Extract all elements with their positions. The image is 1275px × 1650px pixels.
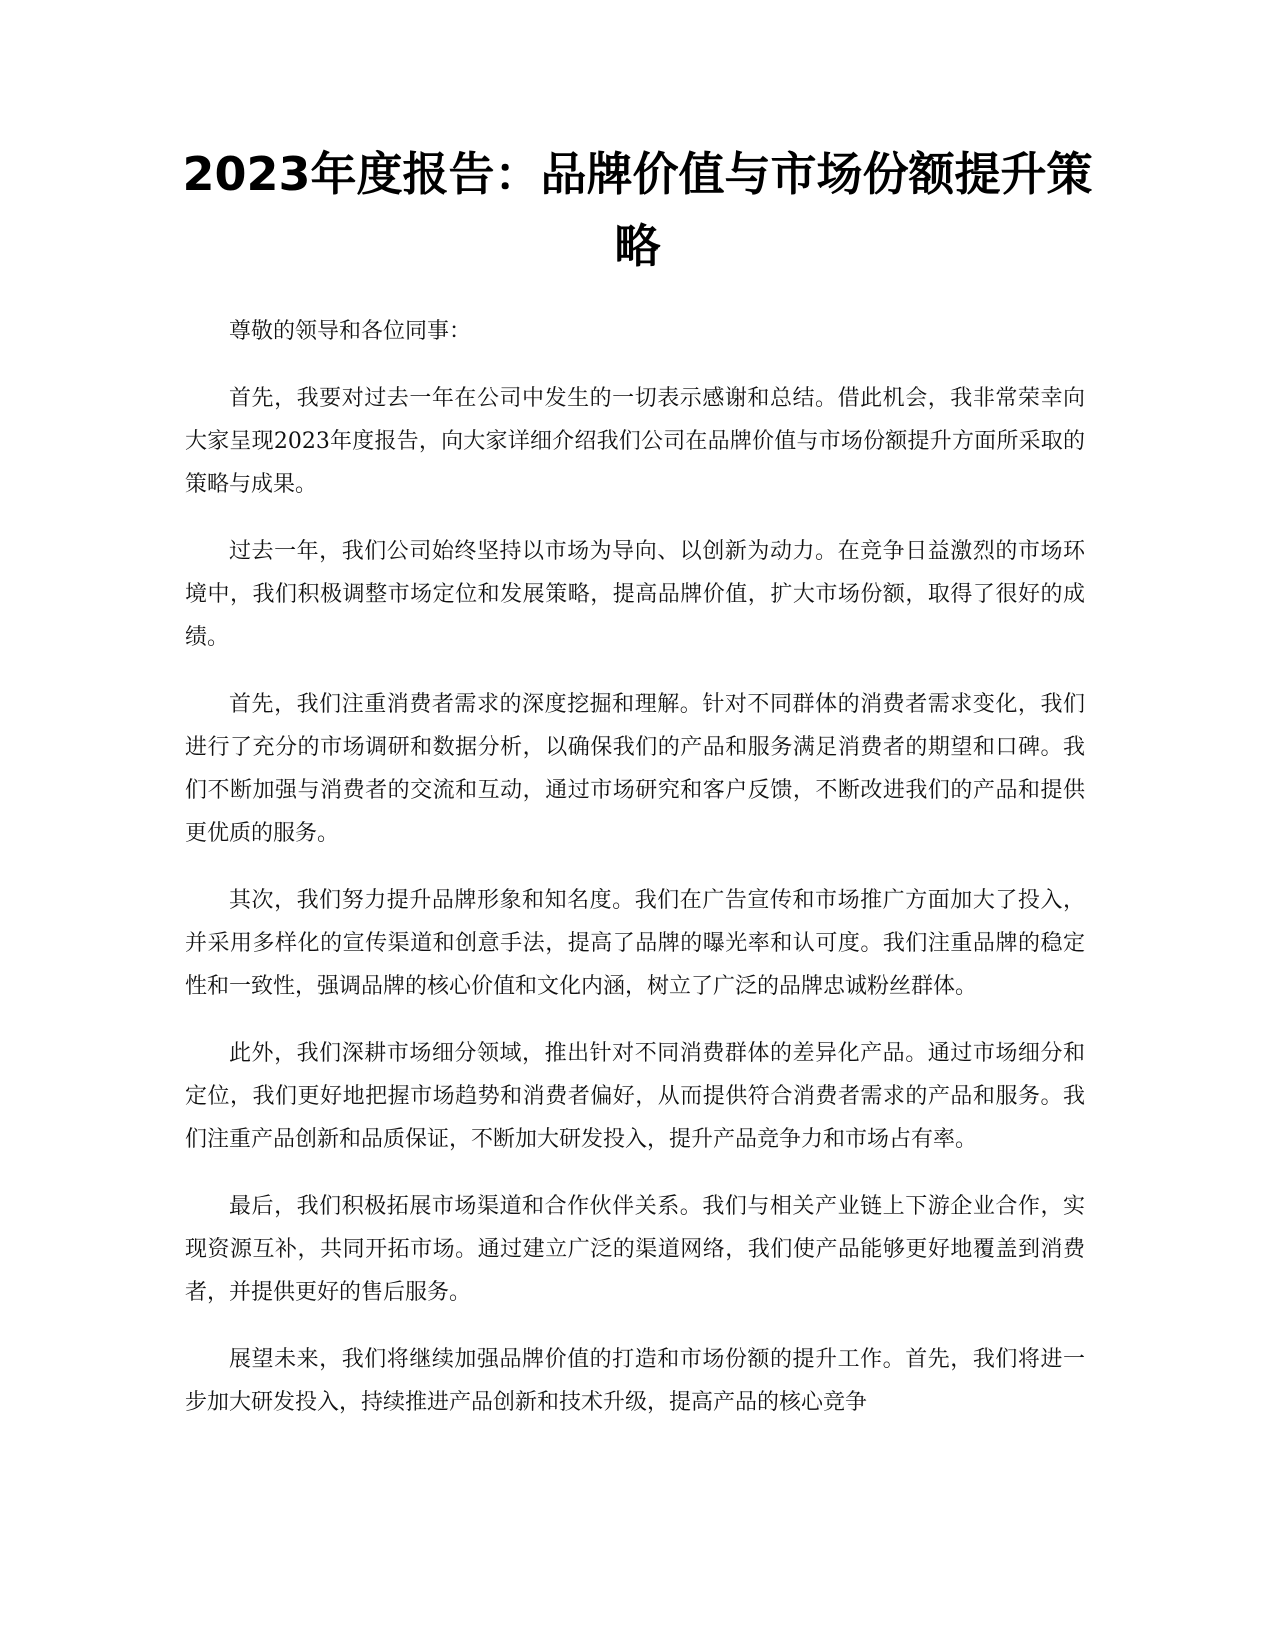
paragraph-overview: 过去一年，我们公司始终坚持以市场为导向、以创新为动力。在竞争日益激烈的市场环境中，我们积极调整市场定位和发展策略，提高品牌价值，扩大市场份额，取得了很好的成绩。: [185, 539, 1085, 650]
document-body: [185, 310, 1085, 1448]
paragraph-intro: 首先，我要对过去一年在公司中发生的一切表示感谢和总结。借此机会，我非常荣幸向大家呈现2023年度报告，向大家详细介绍我们公司在品牌价值与市场份额提升方面所采取的策略与成果。: [185, 386, 1085, 497]
paragraph-consumer-needs: 首先，我们注重消费者需求的深度挖掘和理解。针对不同群体的消费者需求变化，我们进行了充分的市场调研和数据分析，以确保我们的产品和服务满足消费者的期望和口碑。我们不断加强与消费者的交流和互动，通过市场研究和客户反馈，不断改进我们的产品和提供更优质的服务。: [185, 692, 1085, 846]
paragraph-market-segments: 此外，我们深耕市场细分领域，推出针对不同消费群体的差异化产品。通过市场细分和定位，我们更好地把握市场趋势和消费者偏好，从而提供符合消费者需求的产品和服务。我们注重产品创新和品质保证，不断加大研发投入，提升产品竞争力和市场占有率。: [185, 1041, 1085, 1152]
paragraph-outlook: 展望未来，我们将继续加强品牌价值的打造和市场份额的提升工作。首先，我们将进一步加大研发投入，持续推进产品创新和技术升级，提高产品的核心竞争: [185, 1347, 1085, 1415]
paragraph-channels: 最后，我们积极拓展市场渠道和合作伙伴关系。我们与相关产业链上下游企业合作，实现资源互补，共同开拓市场。通过建立广泛的渠道网络，我们使产品能够更好地覆盖到消费者，并提供更好的售后服务。: [185, 1194, 1085, 1305]
paragraph-brand-image: 其次，我们努力提升品牌形象和知名度。我们在广告宣传和市场推广方面加大了投入，并采用多样化的宣传渠道和创意手法，提高了品牌的曝光率和认可度。我们注重品牌的稳定性和一致性，强调品牌的核心价值和文化内涵，树立了广泛的品牌忠诚粉丝群体。: [185, 888, 1085, 999]
document-title: 2023年度报告：品牌价值与市场份额提升策略: [182, 147, 1093, 273]
paragraph-salutation: 尊敬的领导和各位同事：: [229, 319, 472, 344]
